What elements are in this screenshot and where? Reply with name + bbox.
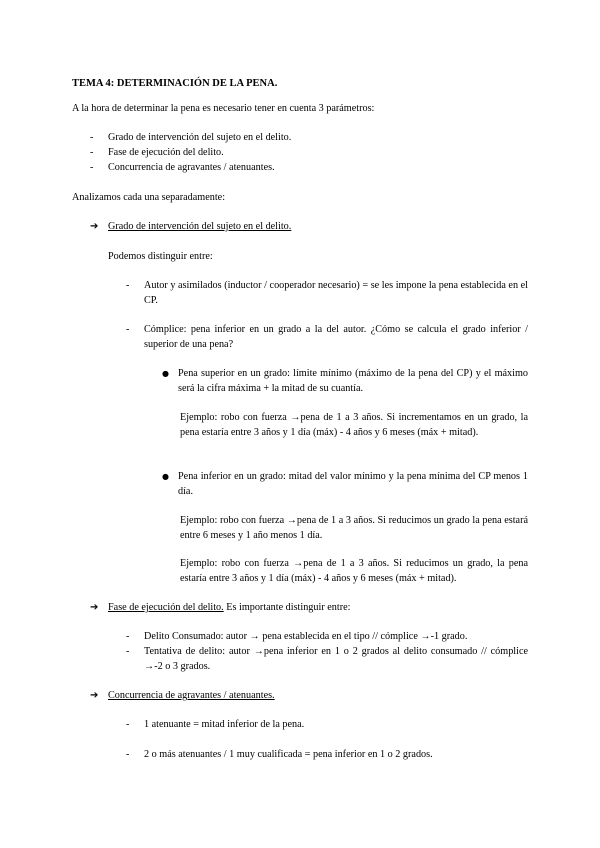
section-heading-text: Concurrencia de agravantes / atenuantes. — [108, 690, 275, 701]
list-item — [90, 145, 224, 160]
section-heading-1 — [90, 219, 291, 234]
list-item — [90, 160, 275, 175]
list-item-text: Concurrencia de agravantes / atenuantes. — [108, 162, 275, 173]
section-heading-tail: Es importante distinguir entre: — [223, 602, 351, 613]
list-item — [126, 717, 528, 732]
list-item — [126, 322, 528, 352]
sub-list-item-text: Pena superior en un grado: límite mínimo (máximo de la pena del CP) y el máximo será la cifra máxima + la mitad de su cuantía. — [178, 368, 528, 394]
sub-list-item — [162, 469, 528, 499]
document-title: TEMA 4: DETERMINACIÓN DE LA PENA. — [72, 78, 278, 89]
list-item-text: Fase de ejecución del delito. — [108, 147, 224, 158]
arrow-icon: ➔ — [90, 602, 99, 613]
list-item — [126, 278, 528, 308]
analyze-paragraph: Analizamos cada una separadamente: — [72, 192, 226, 203]
section-lead: Podemos distinguir entre: — [108, 251, 213, 262]
example-paragraph: Ejemplo: robo con fuerza →pena de 1 a 3 años. Si incrementamos en un grado, la pena estaría entre 3 años y 1 día (máx) - 4 años y 6 meses (máx + mitad). — [180, 412, 528, 438]
dash-marker: - — [126, 719, 130, 730]
dash-marker: - — [126, 631, 130, 642]
sub-list-item — [162, 366, 528, 396]
list-item-text: Tentativa de delito: autor →pena inferior en 1 o 2 grados al delito consumado // cómplice →-2 o 3 grados. — [144, 646, 528, 672]
intro-paragraph: A la hora de determinar la pena es necesario tener en cuenta 3 parámetros: — [72, 103, 375, 114]
dash-marker: - — [126, 749, 130, 760]
bullet-icon: ● — [162, 472, 169, 481]
list-item-text: Delito Consumado: autor → pena establecida en el tipo // cómplice →-1 grado. — [144, 631, 468, 642]
list-item-text: Autor y asimilados (inductor / cooperador necesario) = se les impone la pena establecida en el CP. — [144, 280, 528, 306]
arrow-icon: ➔ — [90, 221, 99, 232]
dash-marker: - — [90, 132, 94, 143]
section-heading-3 — [90, 688, 275, 703]
section-heading-text: Fase de ejecución del delito. — [108, 602, 224, 613]
dash-marker: - — [126, 646, 130, 657]
dash-marker: - — [90, 147, 94, 158]
list-item-text: Cómplice: pena inferior en un grado a la del autor. ¿Cómo se calcula el grado inferior / superior de una pena? — [144, 324, 528, 350]
list-item — [126, 644, 528, 674]
example-paragraph: Ejemplo: robo con fuerza →pena de 1 a 3 años. Si reducimos un grado la pena estará entre 6 meses y 1 año menos 1 día. — [180, 515, 528, 541]
section-heading-2 — [90, 600, 350, 615]
list-item — [126, 747, 528, 762]
list-item — [90, 130, 291, 145]
sub-list-item-text: Pena inferior en un grado: mitad del valor mínimo y la pena mínima del CP menos 1 día. — [178, 471, 528, 497]
section-heading-text: Grado de intervención del sujeto en el delito. — [108, 221, 292, 232]
list-item-text: 1 atenuante = mitad inferior de la pena. — [144, 719, 305, 730]
dash-marker: - — [90, 162, 94, 173]
example-paragraph: Ejemplo: robo con fuerza →pena de 1 a 3 años. Si reducimos un grado, la pena estaría entre 3 años y 1 día (máx) - 4 años y 6 meses (máx + mitad). — [180, 558, 528, 584]
list-item-text: 2 o más atenuantes / 1 muy cualificada = pena inferior en 1 o 2 grados. — [144, 749, 433, 760]
list-item — [126, 629, 528, 644]
list-item-text: Grado de intervención del sujeto en el delito. — [108, 132, 292, 143]
bullet-icon: ● — [162, 369, 169, 378]
dash-marker: - — [126, 280, 130, 291]
dash-marker: - — [126, 324, 130, 335]
arrow-icon: ➔ — [90, 690, 99, 701]
